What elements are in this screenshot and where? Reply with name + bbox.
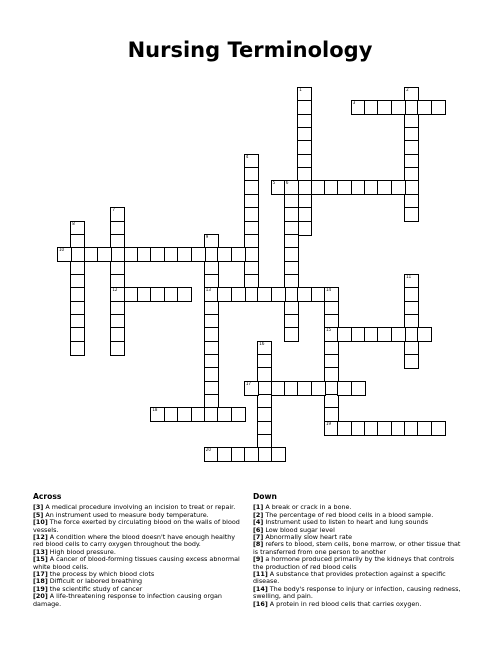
clue-label: [9] [253, 555, 264, 564]
clue-number: 9 [205, 233, 209, 239]
clue-label: [19] [33, 584, 48, 593]
clue-number: 10 [59, 247, 65, 253]
down-clue [253, 541, 466, 556]
clue-label: [15] [33, 555, 48, 564]
clue-text: Difficult or labored breathing [47, 577, 143, 586]
clue-number: 8 [72, 220, 75, 226]
down-clue [253, 601, 466, 608]
grid-cell[interactable] [231, 287, 246, 302]
clue-number: 14 [326, 287, 332, 293]
grid-cell[interactable] [351, 381, 366, 396]
clue-number: 16 [259, 340, 265, 346]
clue-number: 19 [326, 420, 332, 426]
clue-label: [10] [33, 518, 48, 527]
clue-text: Low blood sugar level [263, 525, 335, 534]
clue-text: A protein in red blood cells that carries oxygen. [267, 599, 422, 608]
clue-number: 4 [245, 153, 249, 159]
clue-label: [17] [33, 570, 48, 579]
clue-number: 11 [406, 273, 412, 279]
clue-text: the scientific study of cancer [47, 584, 143, 593]
across-clue [33, 534, 246, 549]
clue-text: refers to blood, stem cells, bone marrow, or other tissue that is transferred from one person to another [253, 540, 461, 556]
clue-label: [20] [33, 592, 48, 601]
grid-cell[interactable] [391, 180, 406, 195]
clue-text: The percentage of red blood cells in a blood sample. [263, 510, 434, 519]
clue-label: [12] [33, 533, 48, 542]
clue-number: 6 [285, 180, 289, 186]
across-heading: Across [33, 492, 62, 501]
clue-text: A cancer of blood-forming tissues causing excess abnormal white blood cells. [33, 555, 240, 571]
clue-text: A break or crack in a bone. [263, 503, 352, 512]
across-clue [33, 593, 246, 608]
grid-cell[interactable] [417, 327, 432, 342]
down-clues [253, 493, 466, 608]
clue-number: 1 [299, 87, 302, 92]
grid-cell[interactable] [431, 421, 446, 436]
grid-cell[interactable] [97, 247, 112, 262]
clue-label: [5] [33, 510, 44, 519]
clue-number: 12 [112, 287, 118, 293]
clue-number: 13 [205, 287, 211, 293]
grid-cell[interactable] [391, 327, 406, 342]
down-clue [253, 571, 466, 586]
clue-number: 2 [406, 87, 409, 92]
clue-text: the process by which blood clots [47, 570, 155, 579]
puzzle-title: Nursing Terminology [127, 38, 373, 62]
clue-label: [13] [33, 547, 48, 556]
clue-text: An instrument used to measure body temperature. [43, 510, 209, 519]
grid-cell[interactable] [431, 100, 446, 115]
clue-label: [8] [253, 540, 264, 549]
down-clue [253, 556, 466, 571]
across-clue [33, 519, 246, 534]
clue-label: [11] [253, 570, 268, 579]
clue-number: 7 [112, 207, 115, 213]
clue-text: High blood pressure. [47, 547, 116, 556]
clue-label: [3] [33, 503, 44, 512]
clue-label: [16] [253, 599, 268, 608]
clue-label: [4] [253, 518, 264, 527]
clue-number: 20 [205, 447, 211, 453]
grid-cell[interactable] [244, 381, 259, 396]
clue-text: A substance that provides protection against a specific disease. [253, 570, 446, 586]
grid-cell[interactable] [404, 207, 419, 222]
grid-cell[interactable] [231, 407, 246, 422]
grid-cell[interactable] [57, 247, 72, 262]
clue-number: 3 [352, 100, 356, 106]
grid-cell[interactable] [284, 327, 299, 342]
grid-cell[interactable] [177, 287, 192, 302]
clue-label: [14] [253, 584, 268, 593]
down-heading: Down [253, 492, 277, 501]
clue-label: [1] [253, 503, 264, 512]
across-clues [33, 493, 246, 608]
clue-label: [2] [253, 510, 264, 519]
grid-cell[interactable] [191, 247, 206, 262]
clue-text: Instrument used to listen to heart and lung sounds [263, 518, 429, 527]
clue-label: [6] [253, 525, 264, 534]
grid-cell[interactable] [110, 341, 125, 356]
clue-text: The body's response to injury or infection, causing redness, swelling, and pain. [253, 584, 461, 601]
grid-cell[interactable] [271, 447, 286, 462]
clue-number: 5 [272, 180, 276, 186]
across-clue [33, 556, 246, 571]
clue-text: A medical procedure involving an incision to treat or repair. [43, 503, 236, 512]
clue-number: 18 [152, 407, 158, 413]
clue-text: A condition where the blood doesn't have enough healthy red blood cells to carry oxygen throughout the body. [33, 533, 236, 549]
grid-cell[interactable] [271, 287, 286, 302]
clue-text: a hormone produced primarily by the kidneys that controls the production of red blood cells [253, 555, 455, 571]
grid-cell[interactable] [231, 247, 246, 262]
clue-text: Abnormally slow heart rate [263, 533, 353, 542]
clue-number: 15 [326, 327, 332, 333]
down-clue [253, 586, 466, 601]
clue-text: The force exerted by circulating blood on the walls of blood vessels. [33, 518, 240, 534]
grid-cell[interactable] [391, 100, 406, 115]
grid-cell[interactable] [311, 381, 326, 396]
clue-label: [7] [253, 533, 264, 542]
clue-number: 17 [245, 380, 251, 386]
grid-cell[interactable] [297, 221, 312, 236]
grid-cell[interactable] [70, 341, 85, 356]
clue-text: A life-threatening response to infection causing organ damage. [33, 592, 222, 608]
clue-label: [18] [33, 577, 48, 586]
grid-cell[interactable] [404, 354, 419, 369]
grid-cell[interactable] [244, 447, 259, 462]
